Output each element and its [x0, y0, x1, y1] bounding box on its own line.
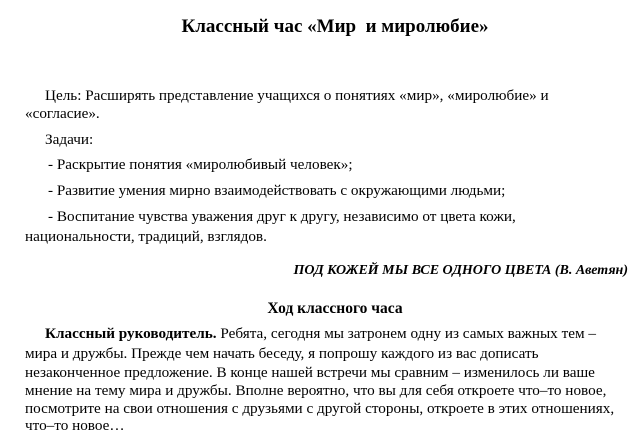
task-item-3: - Воспитание чувства уважения друг к другу, независимо от цвета кожи,	[48, 208, 516, 225]
body-line-1	[45, 324, 596, 344]
tasks-label: Задачи:	[45, 131, 94, 148]
goal-line-1: Цель: Расширять представление учащихся о понятиях «мир», «миролюбие» и	[45, 87, 549, 104]
body-line-2: мира и дружбы. Прежде чем начать беседу, я попрошу каждого из вас дописать	[25, 345, 539, 362]
epigraph: ПОД КОЖЕЙ МЫ ВСЕ ОДНОГО ЦВЕТА (В. Аветян)	[293, 263, 628, 278]
page-title: Классный час «Мир и миролюбие»	[181, 16, 489, 37]
body-line-4: мнение на тему мира и дружбы. Вполне вероятно, что вы для себя откроете что–то новое,	[25, 382, 607, 399]
section-title: Ход классного часа	[267, 300, 403, 317]
goal-line-2: «согласие».	[25, 105, 100, 122]
speaker-label: Классный руководитель.	[45, 325, 217, 342]
task-item-1: - Раскрытие понятия «миролюбивый человек»;	[48, 156, 353, 173]
body-text: Ребята, сегодня мы затронем одну из самых важных тем –	[216, 325, 596, 342]
body-line-3: незаконченное предложение. В конце нашей встречи мы сравним – изменилось ли ваше	[25, 364, 595, 381]
task-item-2: - Развитие умения мирно взаимодействовать с окружающими людьми;	[48, 182, 506, 199]
body-line-6: что–то новое…	[25, 417, 125, 434]
task-item-3-continuation: национальности, традиций, взглядов.	[25, 228, 267, 245]
body-line-5: посмотрите на свои отношения с друзьями с другой стороны, откроете в этих отношениях,	[25, 400, 615, 417]
